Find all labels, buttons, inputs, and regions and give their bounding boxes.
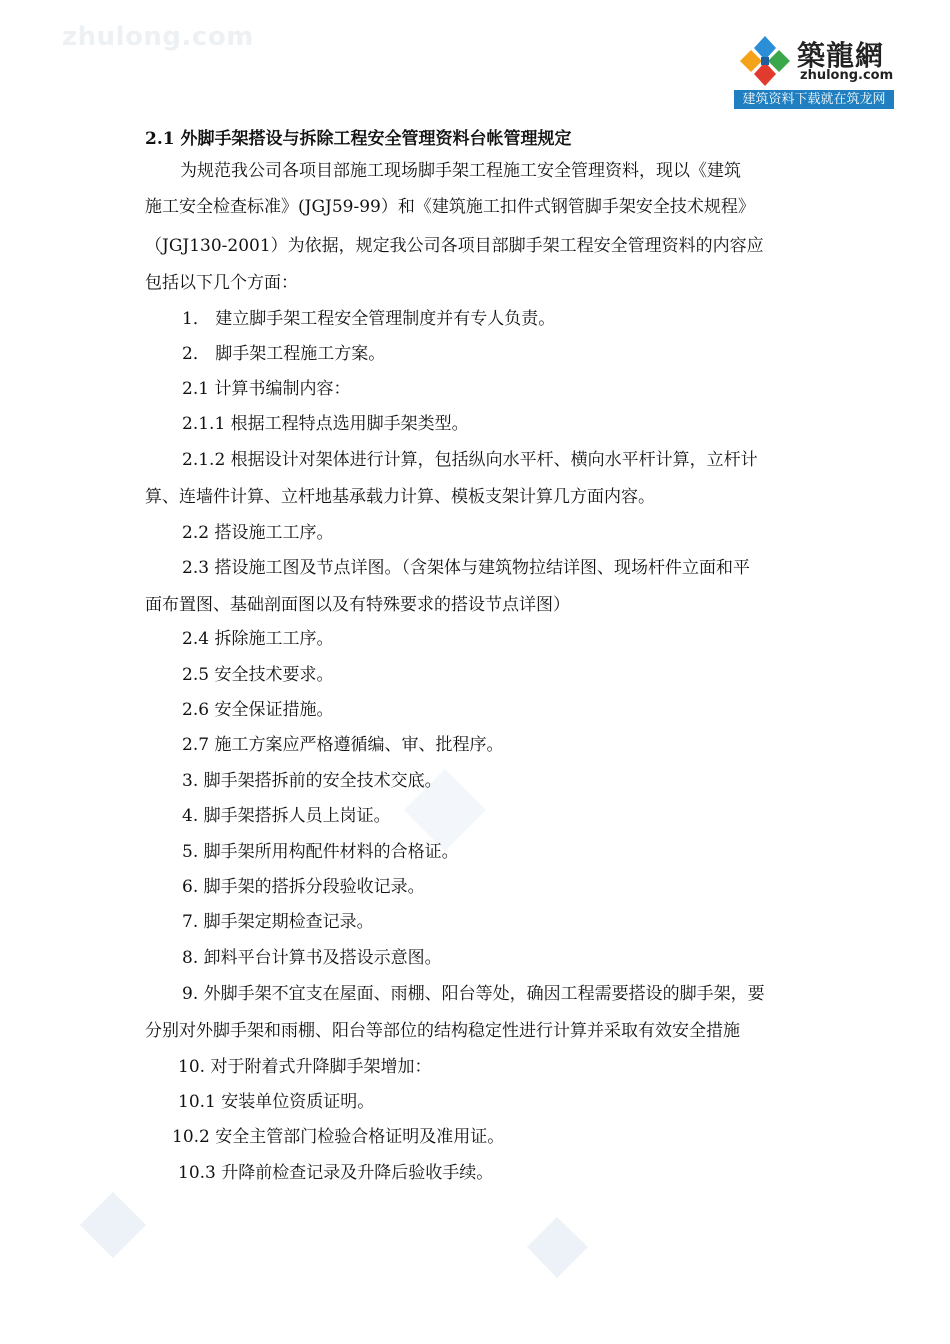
list-item: 2.3 搭设施工图及节点详图。（含架体与建筑物拉结详图、现场杆件立面和平 bbox=[182, 558, 750, 578]
document-title: 2.1 外脚手架搭设与拆除工程安全管理资料台帐管理规定 bbox=[145, 129, 572, 149]
paragraph-line: 面布置图、基础剖面图以及有特殊要求的搭设节点详图） bbox=[145, 595, 570, 615]
paragraph-line: 包括以下几个方面： bbox=[145, 273, 298, 293]
zhulong-logo bbox=[734, 30, 894, 110]
paragraph-line: （JGJ130-2001）为依据，规定我公司各项目部脚手架工程安全管理资料的内容应 bbox=[145, 236, 764, 256]
list-item: 10. 对于附着式升降脚手架增加： bbox=[178, 1057, 432, 1077]
list-item: 6. 脚手架的搭拆分段验收记录。 bbox=[182, 877, 425, 897]
list-item: 1． 建立脚手架工程安全管理制度并有专人负责。 bbox=[182, 309, 556, 329]
watermark-text: zhulong.com bbox=[62, 22, 254, 52]
list-item: 5. 脚手架所用构配件材料的合格证。 bbox=[182, 842, 459, 862]
logo-name-cn: 築龍網 bbox=[797, 39, 885, 72]
paragraph-line: 分别对外脚手架和雨棚、阳台等部位的结构稳定性进行计算并采取有效安全措施 bbox=[145, 1021, 740, 1041]
list-item: 3. 脚手架搭拆前的安全技术交底。 bbox=[182, 771, 442, 791]
watermark-logo-mark bbox=[525, 1215, 590, 1280]
list-item: 7. 脚手架定期检查记录。 bbox=[182, 912, 374, 932]
list-item: 10.2 安全主管部门检验合格证明及准用证。 bbox=[172, 1127, 505, 1147]
list-item: 2.7 施工方案应严格遵循编、审、批程序。 bbox=[182, 735, 504, 755]
logo-name-en: zhulong.com bbox=[800, 68, 894, 83]
list-item: 8. 卸料平台计算书及搭设示意图。 bbox=[182, 948, 442, 968]
list-item: 2.1.2 根据设计对架体进行计算，包括纵向水平杆、横向水平杆计算，立杆计 bbox=[182, 450, 758, 470]
list-item: 4. 脚手架搭拆人员上岗证。 bbox=[182, 806, 391, 826]
list-item: 9. 外脚手架不宜支在屋面、雨棚、阳台等处，确因工程需要搭设的脚手架，要 bbox=[182, 984, 765, 1004]
paragraph-line: 算、连墙件计算、立杆地基承载力计算、模板支架计算几方面内容。 bbox=[145, 487, 655, 507]
list-item: 2.1.1 根据工程特点选用脚手架类型。 bbox=[182, 414, 469, 434]
list-item: 2.2 搭设施工工序。 bbox=[182, 523, 334, 543]
paragraph-line: 施工安全检查标准》(JGJ59-99）和《建筑施工扣件式钢管脚手架安全技术规程》 bbox=[145, 197, 755, 217]
list-item: 2． 脚手架工程施工方案。 bbox=[182, 344, 386, 364]
list-item: 2.6 安全保证措施。 bbox=[182, 700, 334, 720]
list-item: 10.3 升降前检查记录及升降后验收手续。 bbox=[178, 1163, 494, 1183]
list-item: 2.4 拆除施工工序。 bbox=[182, 629, 334, 649]
list-item: 10.1 安装单位资质证明。 bbox=[178, 1092, 375, 1112]
paragraph-line: 为规范我公司各项目部施工现场脚手架工程施工安全管理资料，现以《建筑 bbox=[180, 161, 741, 181]
zhulong-mark-icon bbox=[736, 34, 794, 88]
list-item: 2.5 安全技术要求。 bbox=[182, 665, 334, 685]
logo-slogan: 建筑资料下载就在筑龙网 bbox=[734, 90, 894, 109]
watermark-logo-mark bbox=[78, 1190, 148, 1260]
list-item: 2.1 计算书编制内容： bbox=[182, 379, 351, 399]
